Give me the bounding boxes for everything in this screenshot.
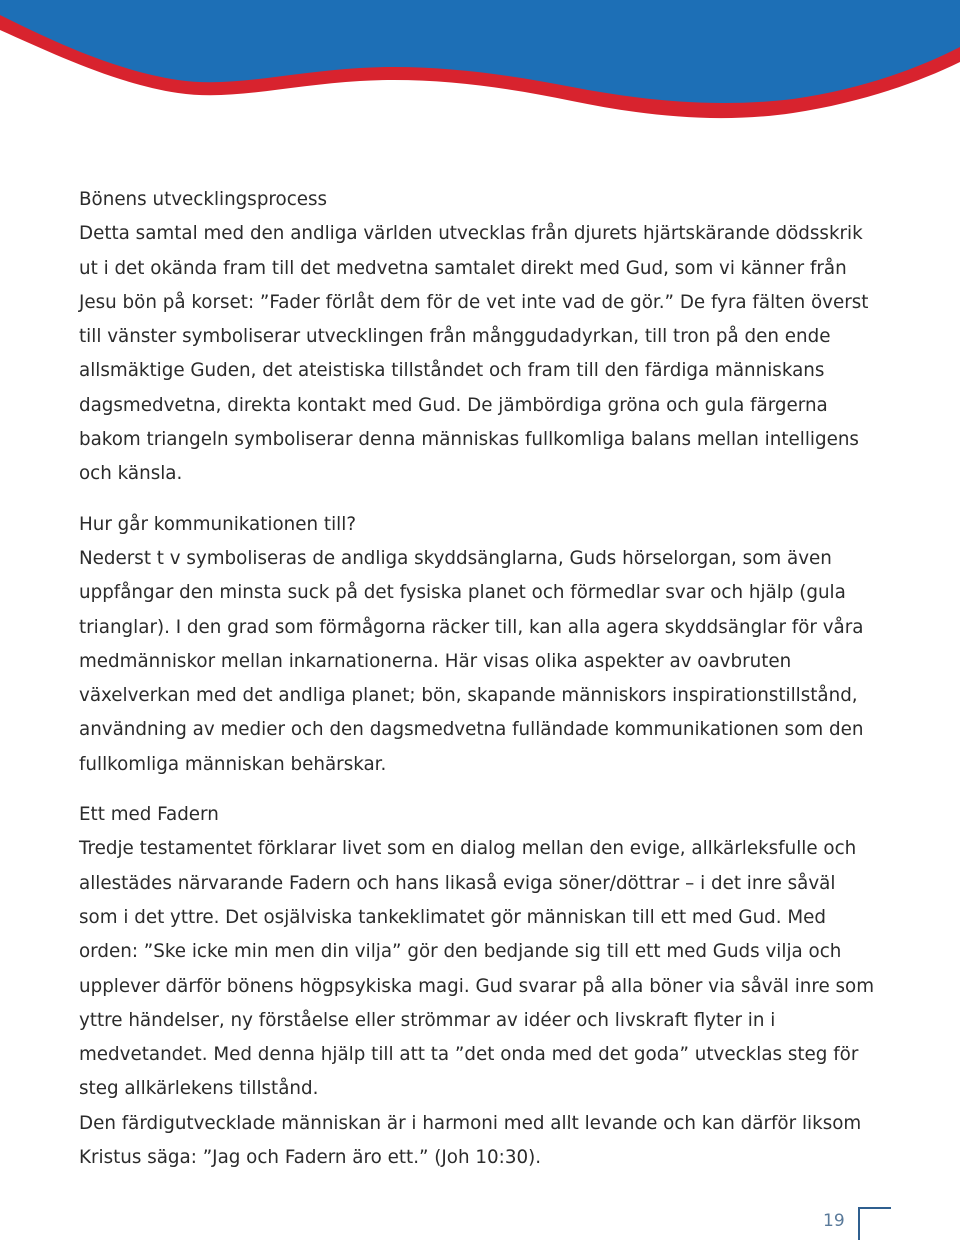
paragraph: Detta samtal med den andliga världen utvecklas från djurets hjärtskärande dödsskrik ut i det okända fram till det medvetna samtalet direkt med Gud, som vi känner från Jesu bön på korset: ”Fader förlåt dem för de vet inte vad de gör.” De fyra fälten överst till vänster symboliserar utvecklingen från månggudadyrkan, till tron på den ende allsmäktige Guden, det ateistiska tillståndet och fram till den färdiga människans dagsmedvetna, direkta kontakt med Gud. De jämbördiga gröna och gula färgerna bakom triangeln symboliserar denna människas fullkomliga balans mellan intelligens och känsla. bbox=[79, 223, 869, 485]
document-body bbox=[79, 183, 879, 1175]
section-heading: Ett med Fadern bbox=[79, 804, 219, 826]
section-bonens-utvecklingsprocess bbox=[79, 183, 879, 492]
header-blue-wave bbox=[0, 0, 960, 103]
paragraph: Tredje testamentet förklarar livet som en dialog mellan den evige, allkärleksfulle och allestädes närvarande Fadern och hans likaså eviga söner/döttrar – i det inre såväl som i det yttre. Det osjälviska tankeklimatet gör människan till ett med Gud. Med orden: ”Ske icke min men din vilja” gör den bedjande sig till ett med Guds vilja och upplever därför bönens högpsykiska magi. Gud svarar på alla böner via såväl inre som yttre händelser, ny förståelse eller strömmar av idéer och livskraft flyter in i medvetandet. Med denna hjälp till att ta ”det onda med det goda” utvecklas steg för steg allkärlekens tillstånd. bbox=[79, 838, 875, 1100]
section-kommunikation bbox=[79, 508, 879, 782]
section-heading: Bönens utvecklingsprocess bbox=[79, 189, 328, 210]
section-ett-med-fadern bbox=[79, 798, 879, 1175]
section-heading: Hur går kommunikationen till? bbox=[79, 513, 357, 535]
header-wave-graphic bbox=[0, 0, 960, 150]
paragraph: Nederst t v symboliseras de andliga skyddsänglarna, Guds hörselorgan, som även uppfångar den minsta suck på det fysiska planet och förmedlar svar och hjälp (gula trianglar). I den grad som förmågorna räcker till, kan alla agera skyddsänglar för våra medmänniskor mellan inkarnationerna. Här visas olika aspekter av oavbruten växelverkan med det andliga planet; bön, skapande människors inspirationstillstånd, användning av medier och den dagsmedvetna fulländade kommunikationen som den fullkomliga människan behärskar. bbox=[79, 547, 864, 775]
page-number: 19 bbox=[823, 1211, 845, 1231]
corner-bracket-icon bbox=[858, 1207, 892, 1241]
paragraph: Den färdigutvecklade människan är i harmoni med allt levande och kan därför liksom Kristus säga: ”Jag och Fadern äro ett.” (Joh 10:30). bbox=[79, 1112, 862, 1169]
